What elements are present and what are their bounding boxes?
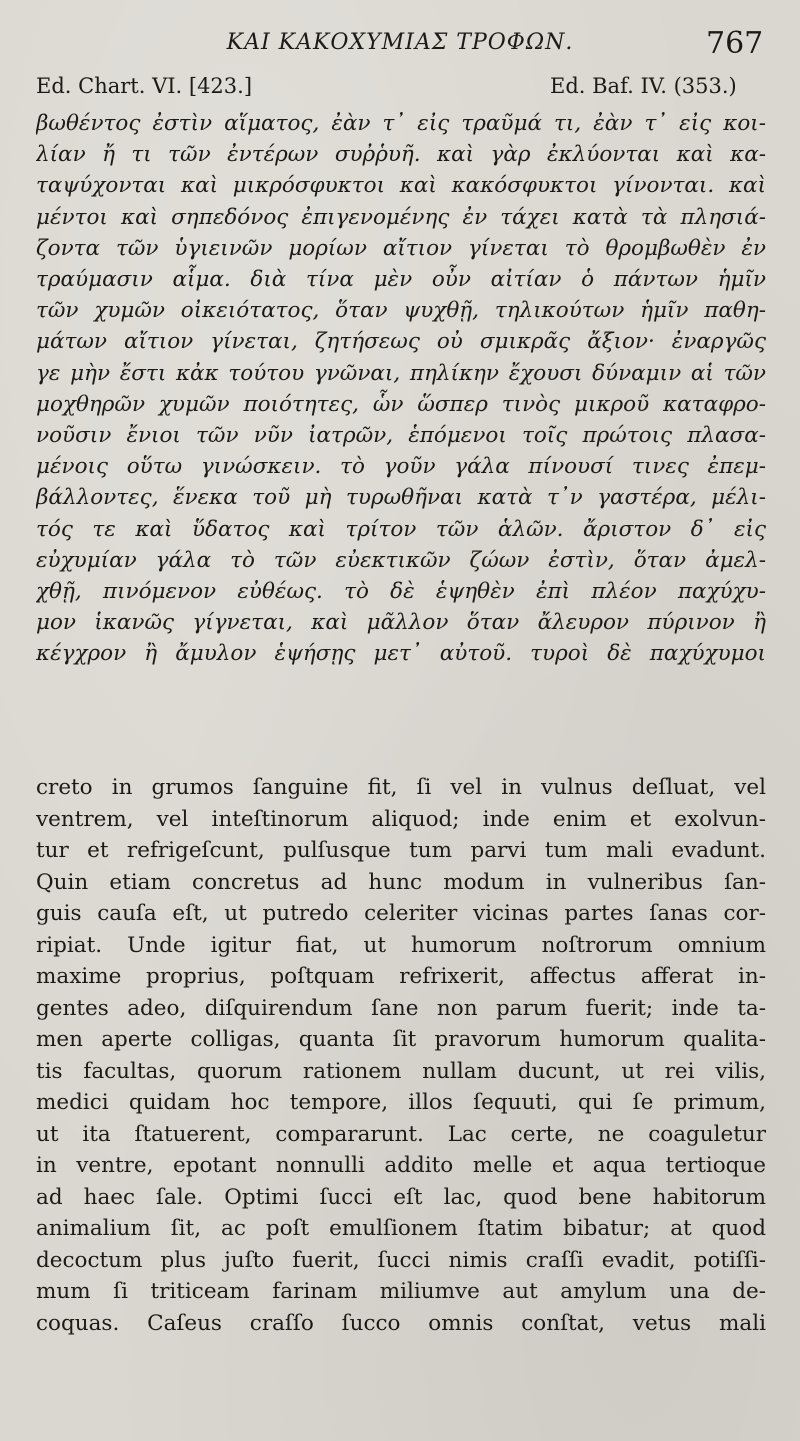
greek-line: γε μὴν ἔστι κἀκ τούτου γνῶναι, πηλίκην ἔχουσι δύναμιν αἱ τῶν xyxy=(36,360,766,386)
greek-line: νοῦσιν ἔνιοι τῶν νῦν ἰατρῶν, ἑπόμενοι τοῖς πρώτοις πλασα- xyxy=(36,423,766,449)
latin-line: tis facultas, quorum rationem nullam ducunt, ut rei vilis, xyxy=(36,1058,766,1084)
latin-line: ventrem, vel inteſtinorum aliquod; inde enim et exolvun- xyxy=(36,806,766,832)
greek-line: βωθέντος ἐστὶν αἵματος, ἐὰν τ᾽ εἰς τραῦμά τι, ἐὰν τ᾽ εἰς κοι- xyxy=(36,111,766,136)
greek-line: εὐχυμίαν γάλα τὸ τῶν εὐεκτικῶν ζώων ἐστὶν, ὅταν ἀμελ- xyxy=(36,547,766,573)
greek-line: μέντοι καὶ σηπεδόνος ἐπιγενομένης ἐν τάχει κατὰ τὰ πλησιά- xyxy=(36,204,766,230)
greek-line: μον ἱκανῶς γίγνεται, καὶ μᾶλλον ὅταν ἄλευρον πύρινον ἢ xyxy=(36,610,766,636)
greek-line: κέγχρον ἢ ἄμυλον ἑψήσῃς μετ᾽ αὐτοῦ. τυροὶ δὲ παχύχυμοι xyxy=(36,641,766,667)
latin-line: Quin etiam concretus ad hunc modum in vulneribus ſan- xyxy=(36,869,766,895)
latin-text-block xyxy=(36,772,766,1339)
latin-line: gentes adeo, diſquirendum ſane non parum fuerit; inde ta- xyxy=(36,995,766,1021)
greek-line: ταψύχονται καὶ μικρόσφυκτοι καὶ κακόσφυκτοι γίνονται. καὶ xyxy=(36,173,766,199)
latin-line: ripiat. Unde igitur fiat, ut humorum noſtrorum omnium xyxy=(36,932,766,958)
latin-line: medici quidam hoc tempore, illos ſequuti, qui ſe primum, xyxy=(36,1090,766,1115)
latin-line: in ventre, epotant nonnulli addito melle et aqua tertioque xyxy=(36,1153,766,1178)
latin-line: ad haec ſale. Optimi ſucci eſt lac, quod bene habitorum xyxy=(36,1184,766,1210)
greek-line: τραύμασιν αἷμα. διὰ τίνα μὲν οὖν αἰτίαν ὁ πάντων ἡμῖν xyxy=(36,267,766,293)
edition-reference-basel: Ed. Baf. IV. (353.) xyxy=(550,74,737,98)
greek-line: λίαν ἤ τι τῶν ἐντέρων συῤῥυῆ. καὶ γὰρ ἐκλύονται καὶ κα- xyxy=(36,142,766,168)
greek-line: ζοντα τῶν ὑγιεινῶν μορίων αἴτιον γίνεται τὸ θρομβωθὲν ἐν xyxy=(36,235,766,261)
greek-line: τῶν χυμῶν οἰκειότατος, ὅταν ψυχθῇ, τηλικούτων ἡμῖν παθη- xyxy=(36,298,766,324)
latin-line: tur et refrigeſcunt, pulſusque tum parvi tum mali evadunt. xyxy=(36,838,766,863)
greek-line: χθῇ, πινόμενον εὐθέως. τὸ δὲ ἑψηθὲν ἐπὶ πλέον παχύχυ- xyxy=(36,579,766,605)
greek-line: μένοις οὕτω γινώσκειν. τὸ γοῦν γάλα πίνουσί τινες ἐπεμ- xyxy=(36,454,766,480)
edition-reference-chart: Ed. Chart. VI. [423.] xyxy=(36,74,253,98)
greek-line: μοχθηρῶν χυμῶν ποιότητες, ὧν ὥσπερ τινὸς μικροῦ καταφρο- xyxy=(36,391,766,417)
latin-line: guis cauſa eſt, ut putredo celeriter vicinas partes ſanas cor- xyxy=(36,901,766,926)
latin-line: animalium ſit, ac poſt emulſionem ſtatim bibatur; at quod xyxy=(36,1216,766,1241)
greek-text-block xyxy=(36,108,766,670)
page-number: 767 xyxy=(706,26,764,61)
latin-line: maxime proprius, poſtquam refrixerit, affectus afferat in- xyxy=(36,964,766,989)
greek-line: μάτων αἴτιον γίνεται, ζητήσεως οὐ σμικρᾶς ἄξιον· ἐναργῶς xyxy=(36,329,766,355)
latin-line: men aperte colligas, quanta ſit pravorum humorum qualita- xyxy=(36,1027,766,1052)
greek-line: τός τε καὶ ὕδατος καὶ τρίτον τῶν ἁλῶν. ἄριστον δ᾽ εἰς xyxy=(36,516,766,542)
greek-line: βάλλοντες, ἕνεκα τοῦ μὴ τυρωθῆναι κατὰ τ᾽ν γαστέρα, μέλι- xyxy=(36,485,766,511)
latin-line: mum ſi triticeam farinam miliumve aut amylum una de- xyxy=(36,1279,766,1304)
latin-line: decoctum plus juſto fuerit, ſucci nimis craſſi evadit, potiſſi- xyxy=(36,1247,766,1273)
latin-line: ut ita ſtatuerent, compararunt. Lac certe, ne coaguletur xyxy=(36,1121,766,1147)
running-head: ΚΑΙ ΚΑΚΟΧΥΜΙΑΣ ΤΡΟΦΩΝ. xyxy=(226,30,574,55)
latin-line: creto in grumos ſanguine fit, ſi vel in vulnus deſluat, vel xyxy=(36,775,766,800)
latin-line: coquas. Caſeus craſſo ſucco omnis conſtat, vetus mali xyxy=(36,1310,766,1336)
